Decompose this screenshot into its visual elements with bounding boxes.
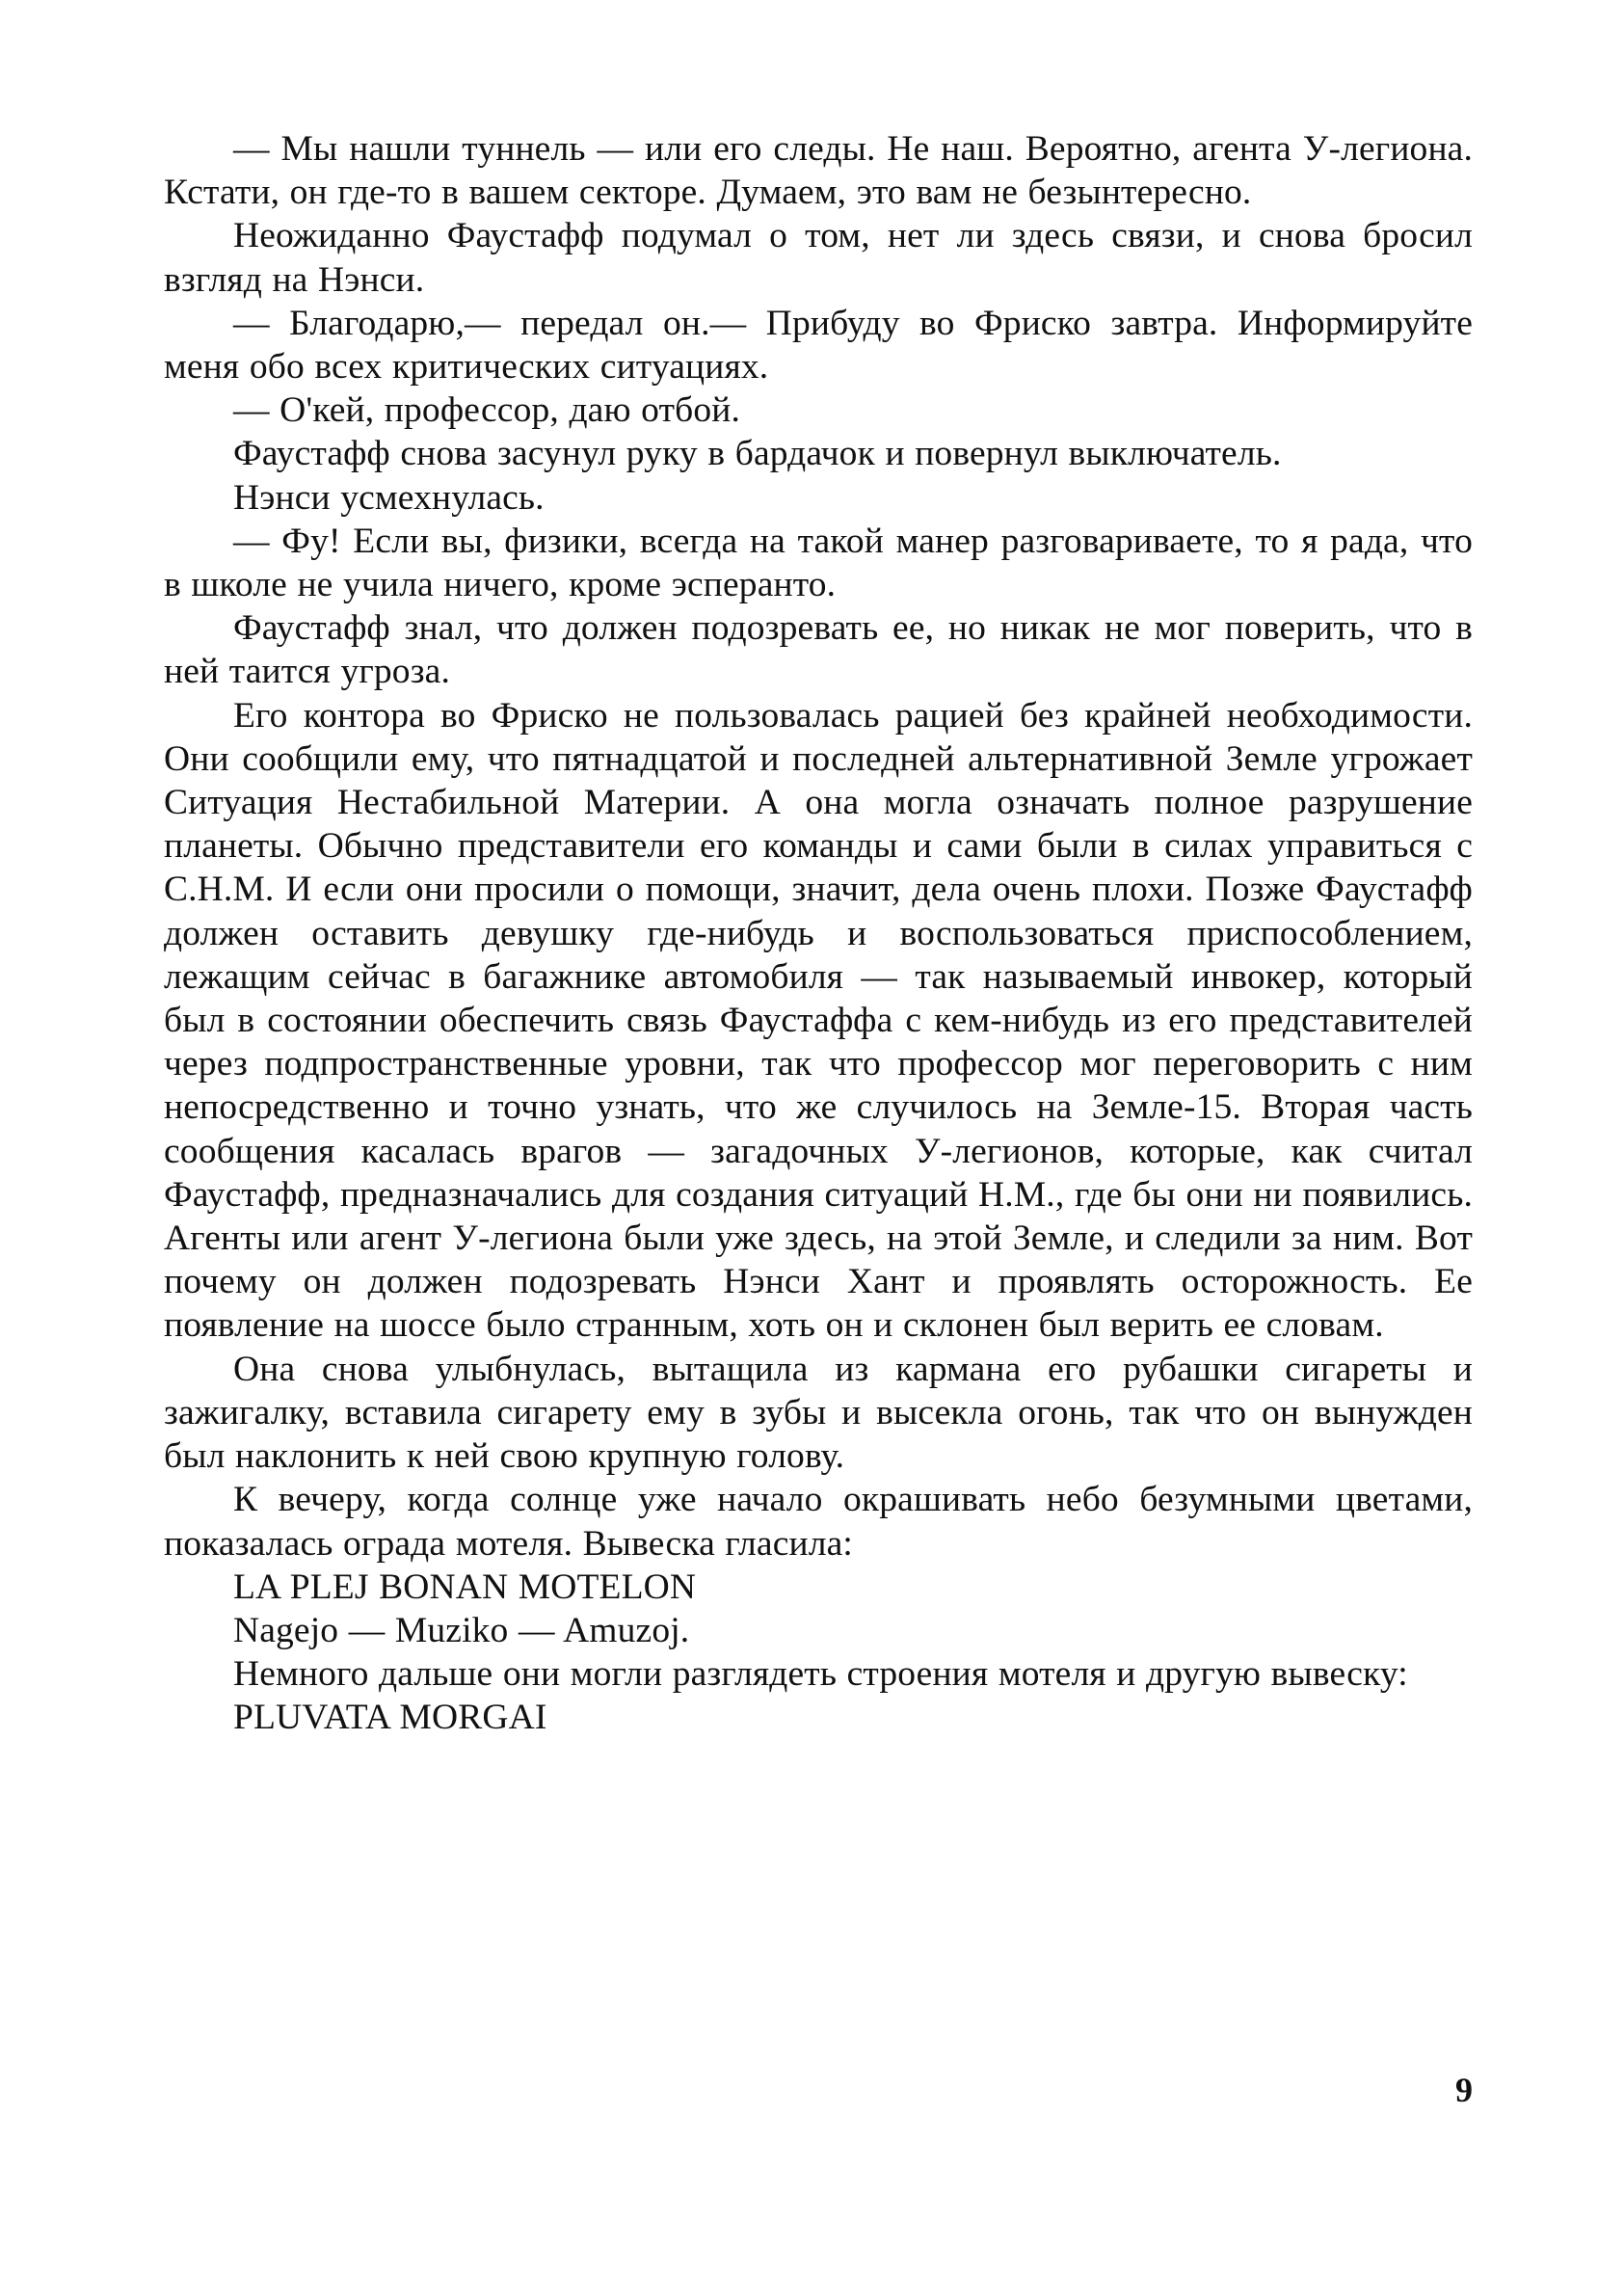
paragraph: — О'кей, профессор, даю отбой. (233, 390, 740, 431)
sign-text: LA PLEJ BONAN MOTELON (233, 1566, 697, 1607)
paragraph: Немного дальше они могли разглядеть строения мотеля и другую вывеску: (233, 1654, 1408, 1695)
paragraph: Фаустафф снова засунул руку в бардачок и повернул выключатель. (233, 434, 1282, 474)
sign-text: Nagejo — Muziko — Amuzoj. (233, 1610, 690, 1650)
body-text (164, 127, 1473, 1740)
paragraph: Фаустафф знал, что должен подозревать ее, но никак не мог поверить, что в ней таится угроза. (164, 608, 1473, 692)
page-number: 9 (1455, 2071, 1473, 2109)
paragraph: — Благодарю,— передал он.— Прибуду во Фриско завтра. Информируйте меня обо всех критических ситуациях. (164, 303, 1473, 388)
paragraph: Она снова улыбнулась, вытащила из кармана его рубашки сигареты и зажигалку, вставила сигарету ему в зубы и высекла огонь, так что он вынужден был наклонить к ней свою крупную голову. (164, 1349, 1473, 1477)
sign-text: PLUVATA MORGAI (233, 1698, 547, 1738)
paragraph: Неожиданно Фаустафф подумал о том, нет ли здесь связи, и снова бросил взгляд на Нэнси. (164, 216, 1473, 300)
paragraph: — Фу! Если вы, физики, всегда на такой манер разговариваете, то я рада, что в школе не учила ничего, кроме эсперанто. (164, 521, 1473, 605)
paragraph: Его контора во Фриско не пользовалась рацией без крайней необходимости. Они сообщили ему, что пятнадцатой и последней альтернативной Земле угрожает Ситуация Нестабильной Материи. А она могла означать полное разрушение планеты. Обычно представители его команды и сами были в силах управиться с С.Н.М. И если они просили о помощи, значит, дела очень плохи. Позже Фаустафф должен оставить девушку где-нибудь и воспользоваться приспособлением, лежащим сейчас в багажнике автомобиля — так называемый инвокер, который был в состоянии обеспечить связь Фаустаффа с кем-нибудь из его представителей через подпространственные уровни, так что профессор мог переговорить с ним непосредственно и точно узнать, что же случилось на Земле-15. Вторая часть сообщения касалась врагов — загадочных У-легионов, которые, как считал Фаустафф, предназначались для создания ситуаций Н.М., где бы они ни появились. Агенты или агент У-легиона были уже здесь, на этой Земле, и следили за ним. Вот почему он должен подозревать Нэнси Хант и проявлять осторожность. Ее появление на шоссе было странным, хоть он и склонен был верить ее словам. (164, 695, 1473, 1346)
paragraph: — Мы нашли туннель — или его следы. Не наш. Вероятно, агента У-легиона. Кстати, он где-то в вашем секторе. Думаем, это вам не безынтересно. (164, 129, 1473, 213)
paragraph: К вечеру, когда солнце уже начало окрашивать небо безумными цветами, показалась ограда мотеля. Вывеска гласила: (164, 1480, 1473, 1564)
paragraph: Нэнси усмехнулась. (233, 477, 545, 518)
